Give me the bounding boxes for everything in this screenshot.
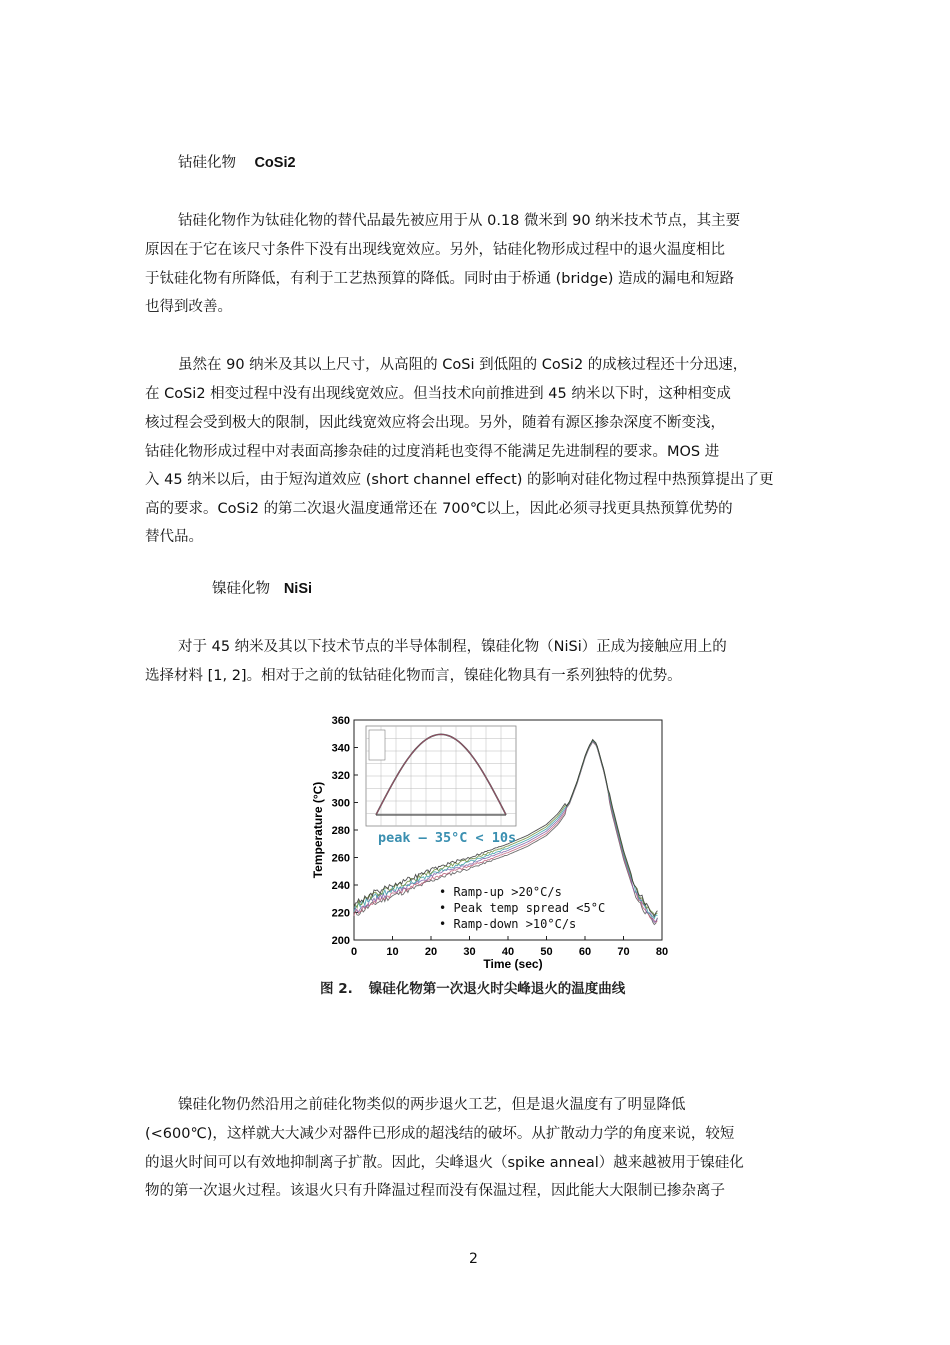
paragraph-line: 的退火时间可以有效地抑制离子扩散。因此，尖峰退火（spike anneal）越来越被用于镍硅化	[145, 1155, 744, 1171]
y-axis-label: Temperature (°C)	[311, 781, 325, 879]
y-tick-label: 240	[331, 880, 350, 892]
inset-peak-label: peak – 35°C < 10s	[378, 830, 517, 846]
y-tick-label: 280	[331, 825, 350, 837]
temperature-chart	[300, 712, 680, 971]
bullet-ramp-down: • Ramp-down >10°C/s	[439, 917, 577, 931]
heading-label: 镍硅化物	[212, 581, 270, 597]
paragraph-line: 选择材料 [1, 2]。相对于之前的钛钴硅化物而言，镍硅化物具有一系列独特的优势。	[145, 668, 682, 684]
paragraph-line: 虽然在 90 纳米及其以上尺寸，从高阻的 CoSi 到低阻的 CoSi2 的成核过程还十分迅速，	[178, 357, 748, 373]
y-tick-label: 360	[331, 715, 350, 727]
x-tick-label: 30	[463, 946, 476, 958]
paragraph-line: 镍硅化物仍然沿用之前硅化物类似的两步退火工艺，但是退火温度有了明显降低	[178, 1097, 686, 1113]
x-tick-label: 60	[578, 946, 592, 958]
paragraph-line: 高的要求。CoSi2 的第二次退火温度通常还在 700℃以上，因此必须寻找更具热预算优势的	[145, 501, 733, 517]
paragraph-line: (<600℃)，这样就大大减少对器件已形成的超浅结的破坏。从扩散动力学的角度来说，较短	[145, 1126, 735, 1142]
heading-label: 钴硅化物	[178, 155, 236, 171]
paragraph-line: 物的第一次退火过程。该退火只有升降温过程而没有保温过程，因此能大大限制已掺杂离子	[145, 1183, 725, 1199]
bullet-ramp-up: • Ramp-up >20°C/s	[439, 885, 562, 899]
x-tick-label: 10	[386, 946, 399, 958]
paragraph-line: 原因在于它在该尺寸条件下没有出现线宽效应。另外，钴硅化物形成过程中的退火温度相比	[145, 242, 725, 258]
x-axis-label: Time (sec)	[483, 957, 543, 971]
paragraph-line: 在 CoSi2 相变过程中没有出现线宽效应。但当技术向前推进到 45 纳米以下时，这种相变成	[145, 386, 731, 402]
y-tick-label: 260	[331, 852, 350, 865]
caption-number: 图 2.	[320, 981, 353, 997]
section-heading-cosi2	[178, 153, 296, 173]
page-number: 2	[469, 1251, 478, 1267]
y-tick-label: 200	[331, 935, 350, 947]
x-tick-label: 80	[655, 946, 669, 958]
x-tick-label: 40	[501, 946, 515, 958]
heading-name: CoSi2	[254, 155, 296, 171]
bullet-peak-spread: • Peak temp spread <5°C	[439, 901, 606, 915]
y-tick-label: 220	[331, 907, 350, 920]
y-tick-label: 300	[331, 797, 350, 810]
paragraph-line: 对于 45 纳米及其以下技术节点的半导体制程，镍硅化物（NiSi）正成为接触应用上的	[178, 639, 727, 655]
caption-text: 镍硅化物第一次退火时尖峰退火的温度曲线	[368, 981, 626, 997]
y-tick-label: 320	[331, 770, 350, 782]
paragraph-line: 钴硅化物作为钛硅化物的替代品最先被应用于从 0.18 微米到 90 纳米技术节点，其主要	[178, 213, 741, 229]
section-heading-nisi	[212, 579, 312, 599]
paragraph-line: 替代品。	[145, 529, 203, 545]
x-tick-label: 70	[617, 946, 630, 958]
paragraph-line: 入 45 纳米以后，由于短沟道效应 (short channel effect) 的影响对硅化物过程中热预算提出了更	[145, 472, 774, 488]
y-tick-label: 340	[331, 742, 350, 755]
paragraph-line: 也得到改善。	[145, 299, 232, 315]
x-tick-label: 20	[424, 946, 438, 958]
inset-chart	[366, 726, 516, 826]
paragraph-line: 核过程会受到极大的限制，因此线宽效应将会出现。另外，随着有源区掺杂深度不断变浅，	[145, 415, 725, 431]
inset-legend-box	[369, 730, 385, 760]
paragraph-line: 于钛硅化物有所降低，有利于工艺热预算的降低。同时由于桥通 (bridge) 造成的漏电和短路	[145, 271, 735, 287]
x-tick-label: 0	[350, 946, 358, 958]
paragraph-line: 钴硅化物形成过程中对表面高掺杂硅的过度消耗也变得不能满足先进制程的要求。MOS 进	[145, 444, 720, 460]
x-tick-label: 50	[540, 946, 553, 958]
figure-caption	[320, 977, 625, 997]
heading-name: NiSi	[283, 581, 313, 597]
